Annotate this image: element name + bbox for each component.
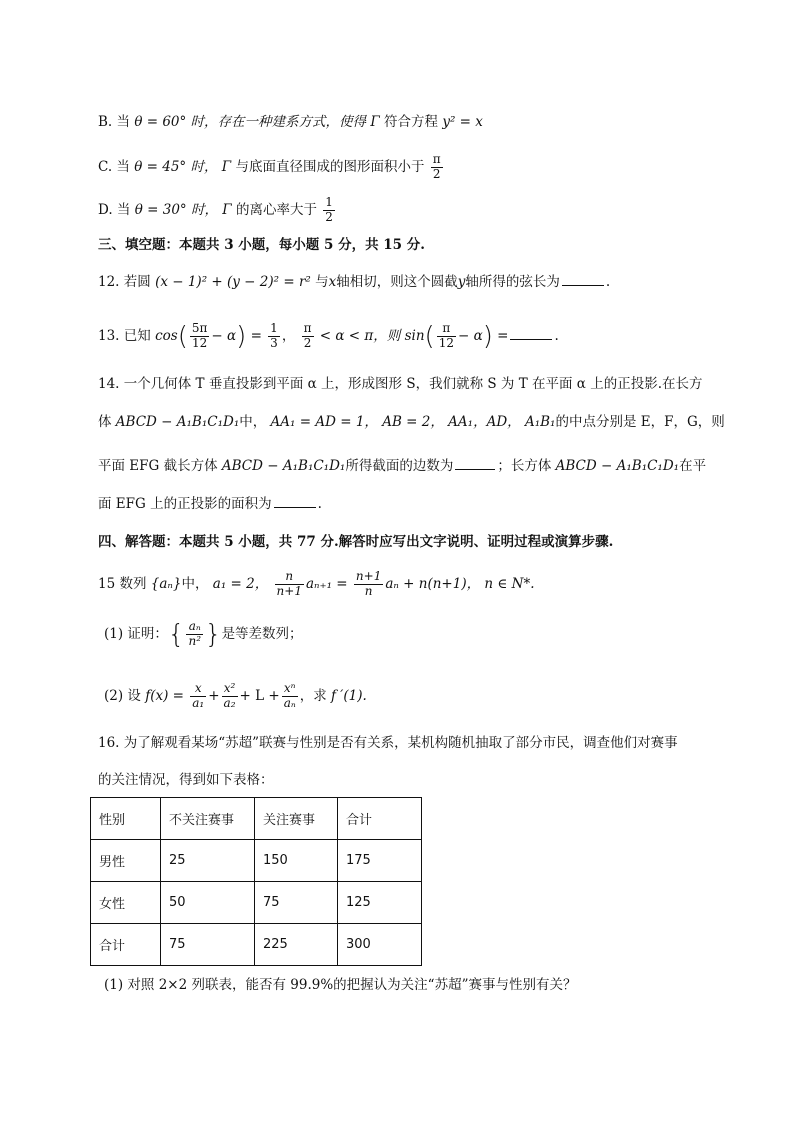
table-cell: 125 (338, 882, 422, 924)
minus-alpha: − α (211, 327, 237, 344)
option-d-text: θ = 30° 时， (134, 201, 218, 218)
q12-label: 12. 若圆 (98, 274, 151, 290)
gamma-symbol: Γ (222, 201, 232, 218)
q15-text: 中， (181, 575, 209, 592)
table-cell: 300 (338, 924, 422, 966)
frac-den: aₙ (283, 695, 296, 710)
option-b-tail: 符合方程 (384, 114, 439, 130)
five-pi-over-twelve (190, 322, 210, 351)
q14-line-1: 14. 一个几何体 T 垂直投影到平面 α 上，形成图形 S，我们就称 S 为 T 在平面 α 上的正投影.在长方 (98, 376, 703, 392)
option-d (98, 196, 337, 225)
q15-part-1-text: 是等差数列； (221, 625, 303, 642)
frac-den: n (364, 583, 373, 598)
frac-num: x (190, 682, 206, 697)
frac-num: aₙ (186, 620, 203, 635)
option-c (98, 153, 445, 182)
table-cell: 女性 (91, 882, 161, 924)
frac-den: 12 (191, 335, 208, 350)
q15-part-2-label: (2) 设 (104, 687, 141, 704)
frac-den: 2 (432, 166, 441, 181)
table-cell: 合计 (91, 924, 161, 966)
q14-line-4 (98, 498, 322, 512)
y-symbol: y (457, 274, 466, 290)
gamma-symbol: Γ (221, 158, 232, 175)
answer-blank[interactable] (562, 284, 604, 286)
q12-end: . (605, 274, 611, 290)
frac-num: x² (222, 682, 238, 697)
table-cell: 225 (255, 924, 338, 966)
an-over-n-squared (186, 620, 203, 649)
one-half (323, 196, 335, 225)
sin-symbol: sin (404, 327, 425, 344)
q12-tail: 轴所得的弦长为 (465, 274, 560, 290)
option-b-equation: y² = x (442, 114, 483, 130)
frac-den: a₁ (192, 695, 205, 710)
q15-term: aₙ₊₁ = (305, 575, 348, 592)
q14-text: 在平 (679, 458, 707, 474)
frac-num: π (437, 322, 456, 337)
option-c-text: θ = 45° 时， (134, 158, 218, 175)
section-4-heading: 四、解答题：本题共 5 小题，共 77 分.解答时应写出文字说明、证明过程或演算步骤. (98, 534, 614, 550)
q14-text: ；长方体 (497, 458, 552, 474)
cuboid-name: ABCD − A₁B₁C₁D₁ (555, 458, 680, 474)
option-b-label: B. 当 (98, 114, 131, 130)
q16-line-1: 16. 为了解观看某场“苏超”联赛与性别是否有关系，某机构随机抽取了部分市民，调查他们对赛事 (98, 735, 678, 751)
n-over-n-plus-1 (275, 570, 304, 599)
option-c-label: C. 当 (98, 158, 130, 175)
paren-close: ) (236, 321, 247, 352)
equals: = (250, 327, 262, 344)
q16-part-1: (1) 对照 2×2 列联表，能否有 99.9%的把握认为关注“苏超”赛事与性别有关？ (104, 977, 577, 993)
option-b (98, 116, 483, 130)
q14-line-2 (98, 416, 725, 430)
question-13 (98, 322, 559, 351)
frac-den: 3 (270, 335, 278, 350)
answer-blank[interactable] (510, 338, 552, 340)
paren-close: ) (482, 321, 493, 352)
cuboid-name: ABCD − A₁B₁C₁D₁ (115, 414, 240, 430)
frac-den: n+1 (276, 583, 302, 598)
q13-end: . (554, 327, 559, 344)
contingency-table (90, 797, 422, 966)
q12-text: 与 (315, 274, 329, 290)
term-2 (222, 682, 238, 711)
table-cell: 50 (161, 882, 255, 924)
q14-end: . (317, 496, 322, 512)
frac-num: π (303, 321, 312, 335)
option-d-label: D. 当 (98, 201, 131, 218)
frac-num: xⁿ (282, 682, 298, 697)
n-plus-1-over-n (354, 570, 383, 599)
answer-blank[interactable] (274, 506, 316, 508)
option-b-text: θ = 60° 时，存在一种建系方式，使得 (134, 114, 367, 130)
table-row (91, 924, 422, 966)
q12-equation: (x − 1)² + (y − 2)² = r² (155, 274, 311, 290)
question-15 (98, 570, 535, 599)
table-cell: 150 (255, 840, 338, 882)
q15-label: 15 数列 (98, 575, 147, 592)
q14-text: 体 (98, 414, 112, 430)
equals: = (497, 327, 509, 344)
q16-line-2: 的关注情况，得到如下表格： (98, 772, 274, 788)
sequence-symbol: {aₙ} (150, 575, 182, 592)
q15-part-1 (104, 620, 303, 649)
frac-den: 12 (438, 335, 454, 350)
brace-close: } (205, 619, 222, 650)
frac-num: 1 (325, 195, 333, 209)
function-def: f(x) = (145, 687, 184, 704)
q15-recurrence: aₙ + n(n+1)， (385, 575, 481, 592)
q14-line-3 (98, 460, 706, 474)
frac-num: π (432, 152, 441, 166)
x-symbol: x (328, 274, 337, 290)
frac-den: a₂ (223, 695, 236, 710)
table-cell: 男性 (91, 840, 161, 882)
one-third (268, 322, 280, 351)
cos-symbol: cos (155, 327, 178, 344)
table-header-row (91, 798, 422, 840)
q14-text: 的中点分别是 E，F，G，则 (555, 414, 725, 430)
table-header-cell: 关注赛事 (255, 798, 338, 840)
table-cell: 75 (255, 882, 338, 924)
pi-over-twelve (437, 322, 456, 351)
table-row (91, 882, 422, 924)
q14-text: 所得截面的边数为 (345, 458, 454, 474)
alpha-range: < α < π，则 (319, 327, 401, 344)
table-cell: 175 (338, 840, 422, 882)
frac-num: n+1 (355, 569, 382, 583)
pi-over-two (302, 322, 314, 351)
term-n (282, 682, 298, 711)
derivative-value: f ′(1). (331, 687, 367, 704)
gamma-symbol: Γ (370, 114, 380, 130)
term-1 (190, 682, 206, 711)
q15-part-2-text: ，求 (299, 687, 327, 704)
q14-text: 平面 EFG 截长方体 (98, 458, 218, 474)
separator: ， (281, 327, 296, 344)
q14-text: 中， (239, 414, 267, 430)
paren-open: ( (177, 321, 188, 352)
q15-initial: a₁ = 2， (212, 575, 269, 592)
table-row (91, 840, 422, 882)
option-c-tail: 与底面直径围成的图形面积小于 (235, 158, 425, 175)
frac-num: 5π (191, 321, 208, 335)
table-cell: 75 (161, 924, 255, 966)
answer-blank[interactable] (455, 468, 495, 470)
q13-label: 13. 已知 (98, 327, 151, 344)
q14-text: 面 EFG 上的正投影的面积为 (98, 496, 272, 512)
option-d-tail: 的离心率大于 (235, 201, 317, 218)
q15-part-1-label: (1) 证明： (104, 625, 168, 642)
table-cell: 25 (161, 840, 255, 882)
frac-den: 2 (325, 209, 333, 224)
frac-num: 1 (270, 321, 278, 335)
pi-over-two (431, 153, 443, 182)
cuboid-name: ABCD − A₁B₁C₁D₁ (221, 458, 346, 474)
table-header-cell: 性别 (91, 798, 161, 840)
brace-open: { (167, 619, 185, 650)
q14-condition-1: AA₁ = AD = 1， (270, 414, 378, 430)
table-header-cell: 合计 (338, 798, 422, 840)
q15-domain: n ∈ N*. (484, 575, 535, 592)
q14-condition-2: AB = 2， (382, 414, 444, 430)
frac-den: n² (188, 633, 202, 648)
section-3-heading: 三、填空题：本题共 3 小题，每小题 5 分，共 15 分. (98, 237, 425, 253)
q12-text-2: 轴相切，则这个圆截 (336, 274, 458, 290)
table-header-cell: 不关注赛事 (161, 798, 255, 840)
minus-alpha: − α (457, 327, 483, 344)
paren-open: ( (424, 321, 435, 352)
q14-edges: AA₁，AD， (448, 414, 521, 430)
question-12 (98, 276, 610, 290)
q14-edge-a1b1: A₁B₁ (524, 414, 556, 430)
frac-num: n (275, 570, 304, 585)
frac-den: 2 (303, 335, 312, 350)
q15-part-2: (2) 设 f(x) = $\frac{x}{\text{a₁}}$ + $\frac{\text{x²}}{\text{a₂}}$ + L + $\frac{\text{xⁿ}}{\text{aₙ}}$ ，求 f ′(1). (104, 681, 367, 710)
ellipsis: + L + (239, 687, 280, 704)
